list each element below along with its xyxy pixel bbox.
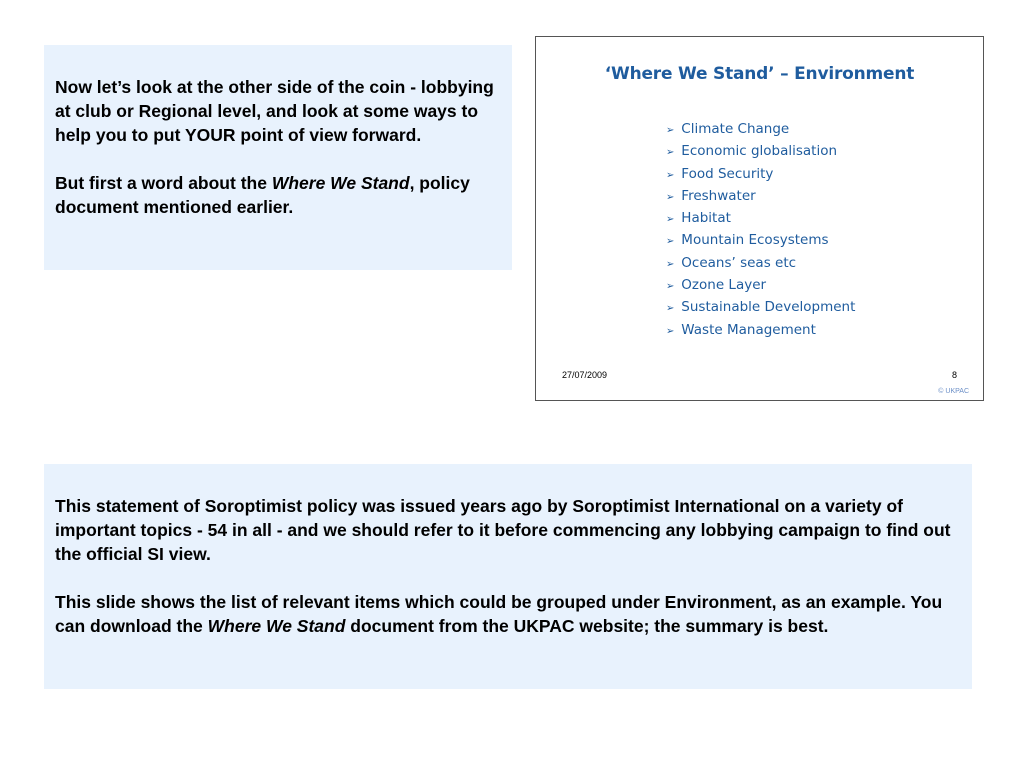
slide-topic-list xyxy=(666,119,855,342)
list-item-label: Climate Change xyxy=(681,121,790,137)
notes-top-paragraph-2-suffix: , policy document mentioned earlier. xyxy=(55,173,470,217)
list-item-label: Freshwater xyxy=(681,187,756,204)
notes-top-paragraph-2-prefix: But first a word about the xyxy=(55,173,272,193)
list-item-label: Waste Management xyxy=(681,321,816,338)
list-item-label: Habitat xyxy=(681,210,731,227)
notes-top-paragraph-1: Now let’s look at the other side of the coin - lobbying at club or Regional level, and look at some ways to help you to put YOUR point of view forward. xyxy=(55,77,494,145)
list-item-label: Oceans’ seas etc xyxy=(681,254,797,271)
arrow-bullet-icon: ➢ xyxy=(666,281,675,293)
arrow-bullet-icon: ➢ xyxy=(666,236,675,248)
list-item xyxy=(666,208,855,230)
slide-date: 27/07/2009 xyxy=(562,370,608,380)
arrow-bullet-icon: ➢ xyxy=(666,258,675,270)
slide-thumbnail xyxy=(535,36,984,401)
list-item xyxy=(666,186,855,208)
list-item xyxy=(666,297,855,319)
notes-bottom-paragraph-2 xyxy=(55,590,962,638)
speaker-notes-top xyxy=(44,45,512,270)
list-item xyxy=(666,253,855,275)
arrow-bullet-icon: ➢ xyxy=(666,125,675,136)
notes-top-paragraph-2 xyxy=(55,171,502,219)
list-item-label: Ozone Layer xyxy=(681,277,767,294)
list-item xyxy=(666,164,855,186)
list-item xyxy=(666,119,855,141)
list-item xyxy=(666,230,855,252)
list-item xyxy=(666,320,855,342)
arrow-bullet-icon: ➢ xyxy=(666,147,675,159)
list-item-label: Mountain Ecosystems xyxy=(681,232,829,249)
notes-bottom-paragraph-2-prefix: This slide shows the list of relevant items which could be grouped under Environment, as an example. You can download the xyxy=(55,592,943,636)
slide-copyright: © UKPAC xyxy=(938,388,969,395)
list-item-label: Economic globalisation xyxy=(681,143,838,160)
arrow-bullet-icon: ➢ xyxy=(666,325,675,337)
list-item-label: Sustainable Development xyxy=(681,299,856,316)
arrow-bullet-icon: ➢ xyxy=(666,169,675,181)
arrow-bullet-icon: ➢ xyxy=(666,191,675,203)
speaker-notes-bottom xyxy=(44,464,972,689)
notes-bottom-document-title: Where We Stand xyxy=(207,616,346,636)
arrow-bullet-icon: ➢ xyxy=(666,303,675,315)
notes-top-document-title: Where We Stand xyxy=(271,173,410,193)
slide-title: ‘Where We Stand’ – Environment xyxy=(604,64,915,84)
slide-page-number: 8 xyxy=(951,370,957,380)
list-item-label: Food Security xyxy=(681,165,774,182)
notes-bottom-paragraph-2-suffix: document from the UKPAC website; the summary is best. xyxy=(345,616,829,636)
arrow-bullet-icon: ➢ xyxy=(666,214,675,226)
list-item xyxy=(666,275,855,297)
list-item xyxy=(666,141,855,163)
notes-bottom-paragraph-1: This statement of Soroptimist policy was issued years ago by Soroptimist International on a variety of important topics - 54 in all - and we should refer to it before commencing any lobbying campaign to find out the official SI view. xyxy=(55,496,951,564)
